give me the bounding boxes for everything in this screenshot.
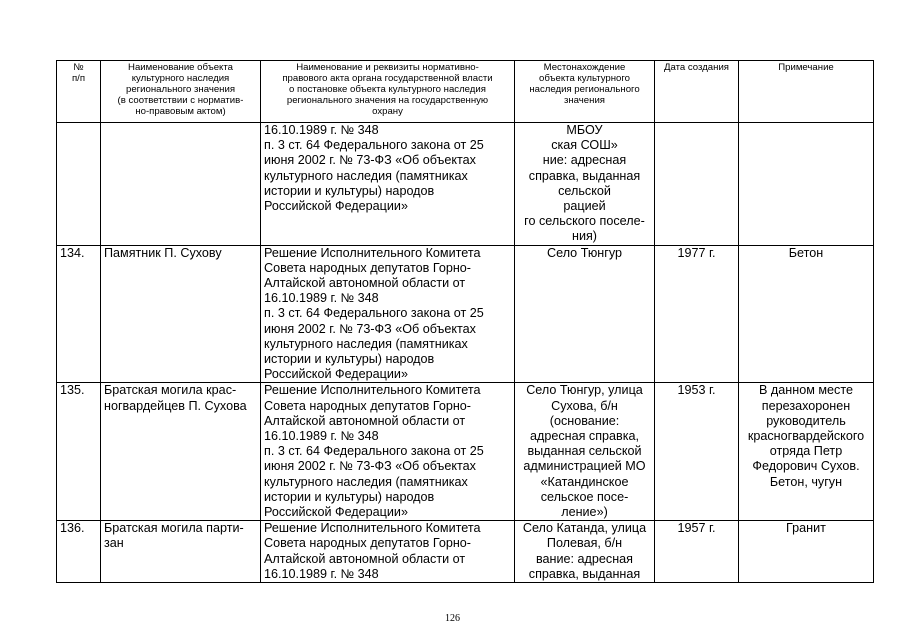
row-location: МБОУ ская СОШ» ние: адресная справка, выданная сельской рацией го сельского поселе- ния) xyxy=(515,123,655,246)
table-row xyxy=(57,383,874,521)
row-legal-act: Решение Исполнительного Комитета Совета народных депутатов Горно- Алтайской автономной области от 16.10.1989 г. № 348 xyxy=(261,521,515,583)
table-row xyxy=(57,521,874,583)
row-location: Село Катанда, улица Полевая, б/н вание: адресная справка, выданная xyxy=(515,521,655,583)
page-number: 126 xyxy=(445,613,460,624)
row-creation-date: 1977 г. xyxy=(655,245,739,383)
header-legal-act: Наименование и реквизиты нормативно- правового акта органа государственной власти о постановке объекта культурного наследия регионального значения на государственную охрану xyxy=(261,61,515,123)
row-number: 134. xyxy=(57,245,101,383)
header-location: Местонахождение объекта культурного наследия регионального значения xyxy=(515,61,655,123)
header-note: Примечание xyxy=(739,61,874,123)
row-location: Село Тюнгур xyxy=(515,245,655,383)
table-row xyxy=(57,123,874,246)
row-object-name xyxy=(101,123,261,246)
row-object-name: Памятник П. Сухову xyxy=(101,245,261,383)
header-number: № п/п xyxy=(57,61,101,123)
row-creation-date: 1953 г. xyxy=(655,383,739,521)
row-location: Село Тюнгур, улица Сухова, б/н (основание: адресная справка, выданная сельской администрацией МО «Катандинское сельское посе- ление») xyxy=(515,383,655,521)
row-note xyxy=(739,123,874,246)
row-number: 136. xyxy=(57,521,101,583)
table-row xyxy=(57,245,874,383)
row-legal-act: Решение Исполнительного Комитета Совета народных депутатов Горно- Алтайской автономной области от 16.10.1989 г. № 348 п. 3 ст. 64 Федерального закона от 25 июня 2002 г. № 73-ФЗ «Об объектах культурного наследия (памятниках истории и культуры) народов Российской Федерации» xyxy=(261,245,515,383)
row-legal-act: 16.10.1989 г. № 348 п. 3 ст. 64 Федерального закона от 25 июня 2002 г. № 73-ФЗ «Об объектах культурного наследия (памятниках истории и культуры) народов Российской Федерации» xyxy=(261,123,515,246)
row-creation-date xyxy=(655,123,739,246)
table-header-row xyxy=(57,61,874,123)
row-creation-date: 1957 г. xyxy=(655,521,739,583)
row-note: Бетон xyxy=(739,245,874,383)
row-legal-act: Решение Исполнительного Комитета Совета народных депутатов Горно- Алтайской автономной области от 16.10.1989 г. № 348 п. 3 ст. 64 Федерального закона от 25 июня 2002 г. № 73-ФЗ «Об объектах культурного наследия (памятниках истории и культуры) народов Российской Федерации» xyxy=(261,383,515,521)
row-object-name: Братская могила крас- ногвардейцев П. Сухова xyxy=(101,383,261,521)
header-object-name: Наименование объекта культурного наследия регионального значения (в соответствии с норматив- но-правовым актом) xyxy=(101,61,261,123)
header-creation-date: Дата создания xyxy=(655,61,739,123)
row-note: Гранит xyxy=(739,521,874,583)
heritage-register-table xyxy=(56,60,874,583)
row-object-name: Братская могила парти- зан xyxy=(101,521,261,583)
row-number xyxy=(57,123,101,246)
row-number: 135. xyxy=(57,383,101,521)
row-note: В данном месте перезахоронен руководитель красногвардейского отряда Петр Федорович Сухов. Бетон, чугун xyxy=(739,383,874,521)
